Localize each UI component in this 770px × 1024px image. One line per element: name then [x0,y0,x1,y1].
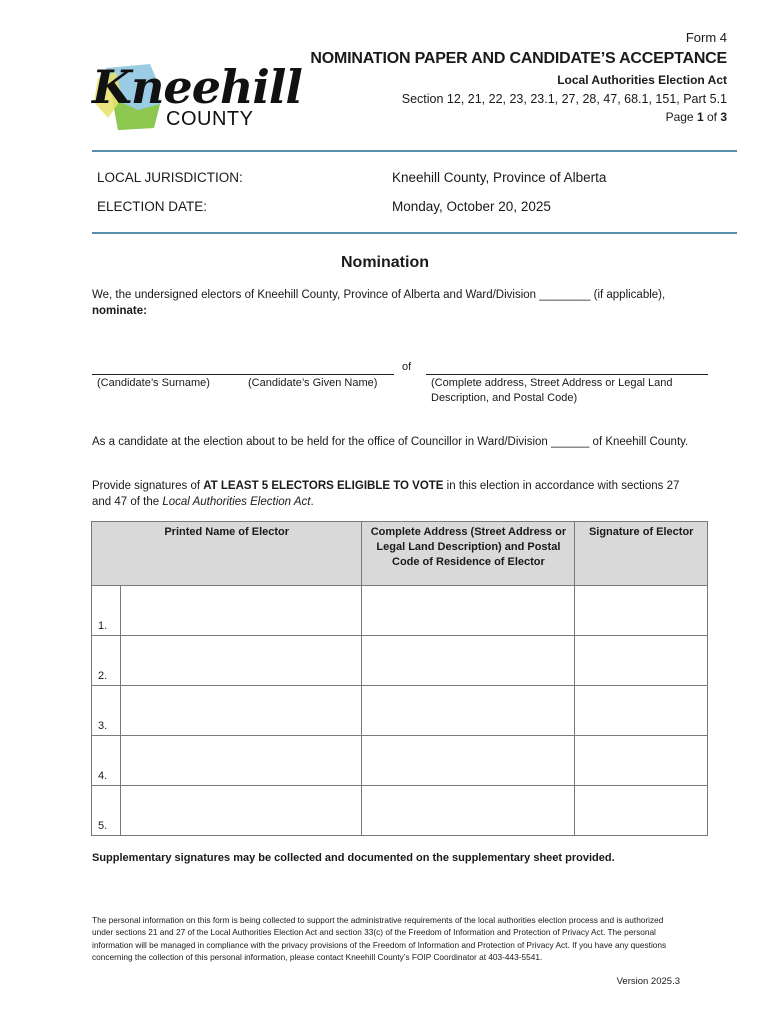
row-number: 3. [92,686,121,736]
signature-cell[interactable] [575,636,708,686]
nomination-intro-text: We, the undersigned electors of Kneehill County, Province of Alberta and Ward/Division ________ (if applicable), [92,289,666,301]
printed-name-cell[interactable] [121,686,362,736]
signature-cell[interactable] [575,686,708,736]
signatures-prefix: Provide signatures of [92,480,204,492]
nominate-word: nominate: [92,305,147,317]
candidate-office-text: As a candidate at the election about to be held for the office of Councillor in Ward/Division ______ of Kneehill County. [92,436,689,448]
nomination-intro [92,287,712,319]
surname-caption: (Candidate’s Surname) [97,377,210,389]
signatures-mid: in this election in accordance with sections 27 and 47 of the [92,480,680,508]
candidate-name-line[interactable] [92,374,394,375]
jurisdiction-label: LOCAL JURISDICTION: [97,170,243,185]
table-row [92,686,708,736]
candidate-address-line[interactable] [426,374,708,375]
page-indicator [666,110,727,124]
address-cell[interactable] [362,686,575,736]
given-name-caption: (Candidate’s Given Name) [248,377,378,389]
signature-cell[interactable] [575,736,708,786]
printed-name-cell[interactable] [121,786,362,836]
elector-signature-table [91,521,708,836]
address-caption: (Complete address, Street Address or Legal Land Description, and Postal Code) [431,377,673,404]
logo-wordmark: Kneehill [92,60,302,114]
form-number: Form 4 [685,30,727,45]
printed-name-cell[interactable] [121,586,362,636]
row-number: 5. [92,786,121,836]
election-date-value: Monday, October 20, 2025 [392,199,551,214]
signature-cell[interactable] [575,586,708,636]
page-current: 1 [696,110,704,124]
table-row [92,786,708,836]
act-name: Local Authorities Election Act [557,73,727,87]
kneehill-county-logo [88,58,302,136]
logo-county-text: COUNTY [166,108,254,130]
page-of: of [703,110,721,124]
page-total: 3 [720,110,727,124]
act-reference: Local Authorities Election Act [162,496,311,508]
form-title: NOMINATION PAPER AND CANDIDATE’S ACCEPTANCE [310,50,727,67]
page-prefix: Page [665,110,697,124]
printed-name-cell[interactable] [121,736,362,786]
privacy-notice: The personal information on this form is being collected to support the administrative requirements of the local authorities election process and is authorized under sections 21 and 27 of the Local Authorities Election Act and section 33(c) of the Freedom of Information and Protection of Privacy Act. The personal information will be managed in compliance with the privacy provisions of the Freedom of Information and Protection of Privacy Act. If you have any questions concerning the collection of this personal information, please contact Kneehill County’s FOIP Coordinator at 403-443-5541. [92,915,667,962]
election-date-label: ELECTION DATE: [97,199,208,214]
nomination-heading: Nomination [341,254,429,271]
address-cell[interactable] [362,586,575,636]
signature-header: Signature of Elector [575,522,708,586]
act-sections: Section 12, 21, 22, 23, 23.1, 27, 28, 47, 68.1, 151, Part 5.1 [401,92,727,106]
address-header: Complete Address (Street Address or Legal Land Description) and Postal Code of Residence of Elector [362,522,575,586]
row-number: 4. [92,736,121,786]
row-number: 2. [92,636,121,686]
signatures-end: . [310,496,314,508]
version-label: Version 2025.3 [616,976,680,987]
table-row [92,736,708,786]
info-divider [92,232,737,234]
address-cell[interactable] [362,786,575,836]
table-header-row [92,522,708,586]
printed-name-cell[interactable] [121,636,362,686]
signatures-requirement: AT LEAST 5 ELECTORS ELIGIBLE TO VOTE [203,480,444,492]
supplementary-note: Supplementary signatures may be collected and documented on the supplementary sheet provided. [92,852,615,864]
signature-cell[interactable] [575,786,708,836]
signatures-instructions [92,478,692,510]
of-word: of [402,361,412,373]
address-cell[interactable] [362,736,575,786]
address-cell[interactable] [362,636,575,686]
printed-name-header: Printed Name of Elector [92,522,362,586]
table-row [92,636,708,686]
row-number: 1. [92,586,121,636]
header-divider [92,150,737,152]
jurisdiction-value: Kneehill County, Province of Alberta [392,170,607,185]
table-row [92,586,708,636]
